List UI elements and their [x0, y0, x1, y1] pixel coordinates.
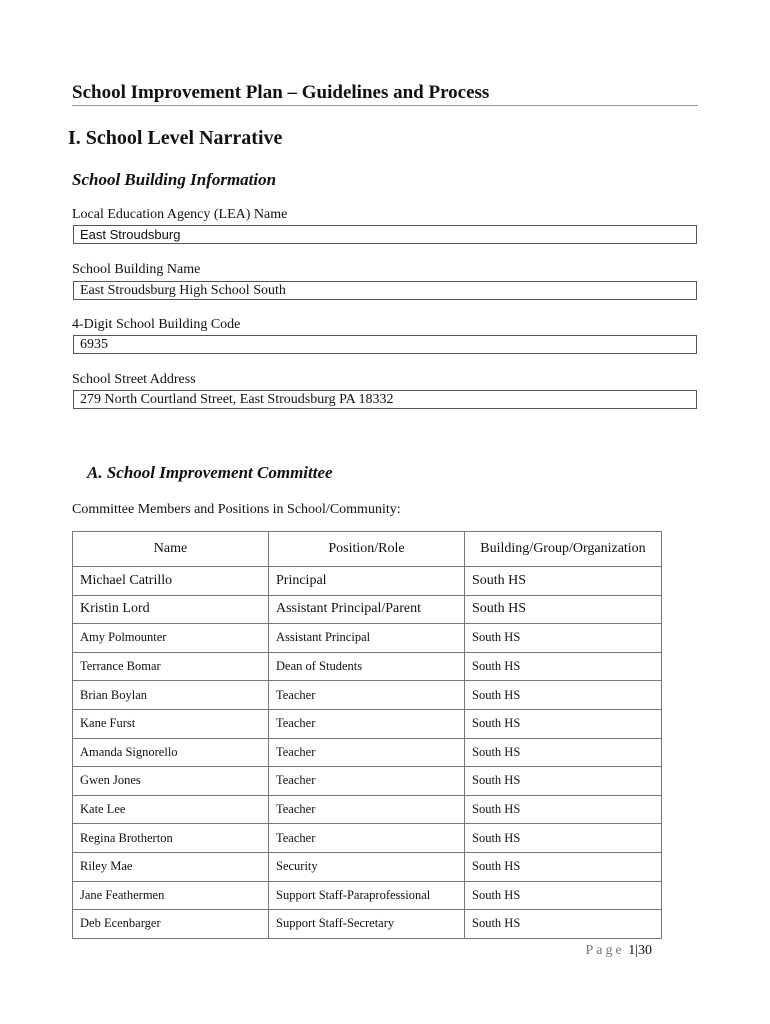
title-rule [72, 105, 698, 106]
building-code-label: 4-Digit School Building Code [72, 317, 241, 332]
page-separator: | [635, 943, 638, 958]
member-name: Jane Feathermen [73, 881, 269, 910]
member-building: South HS [465, 852, 662, 881]
member-name: Deb Ecenbarger [73, 910, 269, 939]
member-position: Teacher [269, 738, 465, 767]
page-number: 1 [628, 943, 636, 958]
page-word: Page [585, 943, 625, 958]
member-building: South HS [465, 795, 662, 824]
subsection-heading: School Building Information [72, 170, 277, 189]
section-heading: I. School Level Narrative [68, 127, 283, 149]
member-position: Teacher [269, 795, 465, 824]
table-row [73, 852, 662, 881]
member-position: Teacher [269, 824, 465, 853]
member-name: Amanda Signorello [73, 738, 269, 767]
document-title: School Improvement Plan – Guidelines and Process [72, 82, 490, 103]
member-name: Gwen Jones [73, 767, 269, 796]
committee-table [72, 531, 662, 939]
member-building: South HS [465, 824, 662, 853]
member-position: Assistant Principal [269, 624, 465, 653]
member-building: South HS [465, 652, 662, 681]
member-building: South HS [465, 738, 662, 767]
member-position: Support Staff-Paraprofessional [269, 881, 465, 910]
member-position: Dean of Students [269, 652, 465, 681]
table-row [73, 709, 662, 738]
table-row [73, 595, 662, 624]
table-row [73, 624, 662, 653]
member-position: Teacher [269, 767, 465, 796]
table-row [73, 681, 662, 710]
column-header-building: Building/Group/Organization [465, 532, 662, 567]
member-building: South HS [465, 881, 662, 910]
lea-name-label: Local Education Agency (LEA) Name [72, 207, 288, 222]
column-header-position: Position/Role [269, 532, 465, 567]
table-row [73, 795, 662, 824]
table-header-row [73, 532, 662, 567]
member-name: Kristin Lord [73, 595, 269, 624]
member-name: Riley Mae [73, 852, 269, 881]
member-name: Regina Brotherton [73, 824, 269, 853]
page-footer [585, 943, 652, 959]
member-building: South HS [465, 681, 662, 710]
member-building: South HS [465, 709, 662, 738]
member-name: Brian Boylan [73, 681, 269, 710]
member-position: Support Staff-Secretary [269, 910, 465, 939]
table-row [73, 652, 662, 681]
committee-heading: A. School Improvement Committee [87, 463, 333, 482]
member-building: South HS [465, 595, 662, 624]
member-position: Teacher [269, 681, 465, 710]
table-row [73, 910, 662, 939]
building-code-field[interactable]: 6935 [73, 335, 697, 354]
member-position: Assistant Principal/Parent [269, 595, 465, 624]
member-position: Principal [269, 567, 465, 596]
table-row [73, 738, 662, 767]
member-building: South HS [465, 567, 662, 596]
table-row [73, 767, 662, 796]
member-name: Michael Catrillo [73, 567, 269, 596]
column-header-name: Name [73, 532, 269, 567]
table-row [73, 567, 662, 596]
member-position: Teacher [269, 709, 465, 738]
building-name-field[interactable]: East Stroudsburg High School South [73, 281, 697, 300]
table-row [73, 881, 662, 910]
member-building: South HS [465, 910, 662, 939]
lea-name-field[interactable]: East Stroudsburg [73, 225, 697, 244]
member-position: Security [269, 852, 465, 881]
street-address-label: School Street Address [72, 372, 196, 387]
member-name: Kane Furst [73, 709, 269, 738]
street-address-field[interactable]: 279 North Courtland Street, East Stroudsburg PA 18332 [73, 390, 697, 409]
total-pages: 30 [638, 943, 652, 958]
table-row [73, 824, 662, 853]
building-name-label: School Building Name [72, 262, 201, 277]
committee-intro: Committee Members and Positions in School/Community: [72, 502, 401, 517]
member-name: Kate Lee [73, 795, 269, 824]
member-name: Amy Polmounter [73, 624, 269, 653]
member-building: South HS [465, 624, 662, 653]
member-name: Terrance Bomar [73, 652, 269, 681]
member-building: South HS [465, 767, 662, 796]
